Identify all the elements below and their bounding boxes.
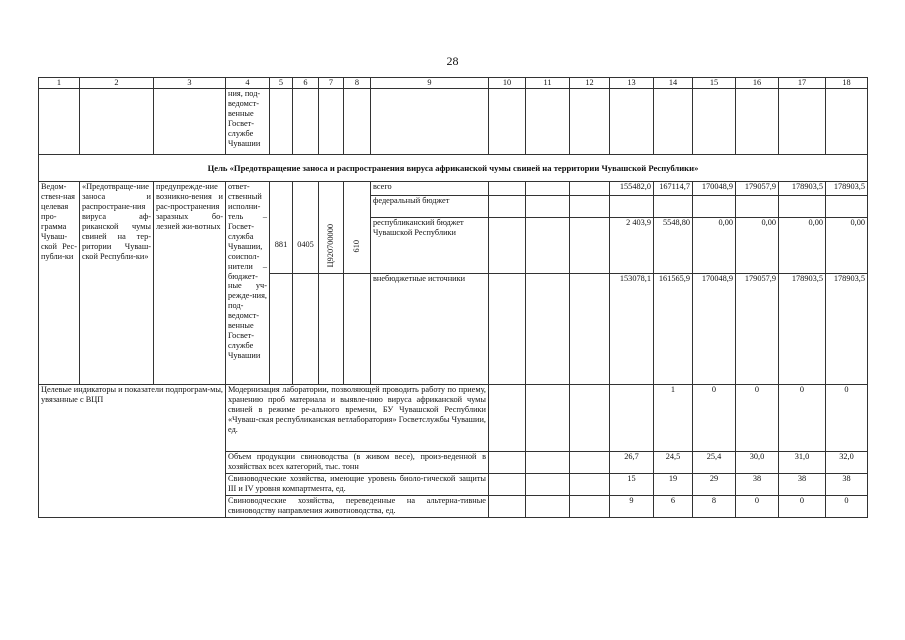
col-header-18: 18 [826,78,868,89]
funding-value [736,195,779,217]
col-header-15: 15 [693,78,736,89]
col-header-9: 9 [371,78,489,89]
funding-value: 178903,5 [826,181,868,195]
indicator-value: 38 [736,473,779,495]
col-header-13: 13 [610,78,654,89]
program-table [38,77,868,518]
indicators-label: Целевые индикаторы и показатели подпрограм-мы, увязанные с ВЦП [39,384,226,517]
indicator-value: 32,0 [826,451,868,473]
indicator-value: 19 [654,473,693,495]
event-purpose: предупрежде-ние возникно-вения и рас-пространения заразных бо-лезней жи-вотных [154,181,226,384]
col-header-8: 8 [344,78,371,89]
indicator-value: 15 [610,473,654,495]
carry-over-row [39,88,868,154]
funding-value: 0,00 [826,217,868,273]
funding-row-total [39,181,868,195]
funding-value: 0,00 [779,217,826,273]
col-header-16: 16 [736,78,779,89]
indicator-value: 1 [654,384,693,451]
funding-value: 179057,9 [736,181,779,195]
budget-code-expense-type: 610 [352,239,362,252]
funding-value: 5548,80 [654,217,693,273]
indicator-value [610,384,654,451]
event-type: Ведом-ствен-ная целевая про-грамма Чуваш-ской Рес-публи-ки [39,181,80,384]
col-header-12: 12 [570,78,610,89]
col-header-4: 4 [226,78,270,89]
col-header-3: 3 [154,78,226,89]
funding-value: 155482,0 [610,181,654,195]
col-header-17: 17 [779,78,826,89]
indicator-value: 9 [610,495,654,517]
funding-source: всего [371,181,489,195]
indicator-value: 0 [736,495,779,517]
funding-value [610,195,654,217]
indicator-text: Свиноводческие хозяйства, имеющие уровень биоло-гической защиты III и IV уровня компартмента, ед. [226,473,489,495]
indicator-value: 0 [779,384,826,451]
indicator-value: 0 [826,495,868,517]
indicator-value: 30,0 [736,451,779,473]
budget-code-section: 0405 [293,217,319,273]
goal-row [39,154,868,181]
indicator-value: 8 [693,495,736,517]
event-executor: ответ-ственный исполни-тель – Госвет-служба Чувашии, соиспол-нители – бюджет-ные уч-режде-ния, под-ведомст-венные Госвет-службе Чувашии [226,181,270,384]
col-header-7: 7 [319,78,344,89]
col-header-1: 1 [39,78,80,89]
col-header-5: 5 [270,78,293,89]
carry-over-text: ния, под-ведомст-венные Госвет-службе Чувашии [226,88,270,154]
indicator-value: 25,4 [693,451,736,473]
funding-value: 179057,9 [736,273,779,384]
event-name: «Предотвраще-ние заноса и распростране-ния вируса аф-риканской чумы свиней на тер-ритории Чуваш-ской Республи-ки» [80,181,154,384]
funding-value: 167114,7 [654,181,693,195]
funding-source: федеральный бюджет [371,195,489,217]
budget-code-target: Ц920700000 [326,224,336,268]
funding-value [826,195,868,217]
col-header-10: 10 [489,78,526,89]
funding-value: 161565,9 [654,273,693,384]
indicator-value: 24,5 [654,451,693,473]
indicator-text: Модернизация лаборатории, позволяющей проводить работу по приему, хранению проб материала и выявле-нию вируса африканской чумы свиней в режиме ре-ального времени, БУ Чувашской Республики «Чуваш-ская республиканская ветлаборатория» Госветслужбы Чувашии, ед. [226,384,489,451]
indicator-value: 38 [826,473,868,495]
indicator-text: Объем продукции свиноводства (в живом весе), произ-веденной в хозяйствах всех категорий, тыс. тонн [226,451,489,473]
funding-source: республиканский бюджет Чувашской Республики [371,217,489,273]
indicator-value: 31,0 [779,451,826,473]
funding-value [779,195,826,217]
funding-value [693,195,736,217]
goal-title: Цель «Предотвращение заноса и распространения вируса африканской чумы свиней на территории Чувашской Республики» [39,154,868,181]
funding-value [654,195,693,217]
col-header-6: 6 [293,78,319,89]
funding-value: 178903,5 [779,181,826,195]
indicator-value: 38 [779,473,826,495]
indicator-row [39,384,868,451]
indicator-value: 26,7 [610,451,654,473]
funding-value: 170048,9 [693,273,736,384]
indicator-value: 0 [779,495,826,517]
funding-value: 0,00 [693,217,736,273]
funding-value: 2 403,9 [610,217,654,273]
funding-value: 170048,9 [693,181,736,195]
column-number-row [39,78,868,89]
col-header-11: 11 [526,78,570,89]
funding-value: 0,00 [736,217,779,273]
indicator-value: 0 [826,384,868,451]
funding-value: 178903,5 [826,273,868,384]
funding-source: внебюджетные источники [371,273,489,384]
budget-code-grbs: 881 [270,217,293,273]
col-header-14: 14 [654,78,693,89]
col-header-2: 2 [80,78,154,89]
page-number: 28 [446,54,459,68]
funding-value: 178903,5 [779,273,826,384]
indicator-value: 6 [654,495,693,517]
indicator-value: 29 [693,473,736,495]
indicator-value: 0 [736,384,779,451]
indicator-text: Свиноводческие хозяйства, переведенные на альтерна-тивные свиноводству направления животноводства, ед. [226,495,489,517]
indicator-value: 0 [693,384,736,451]
funding-value: 153078,1 [610,273,654,384]
